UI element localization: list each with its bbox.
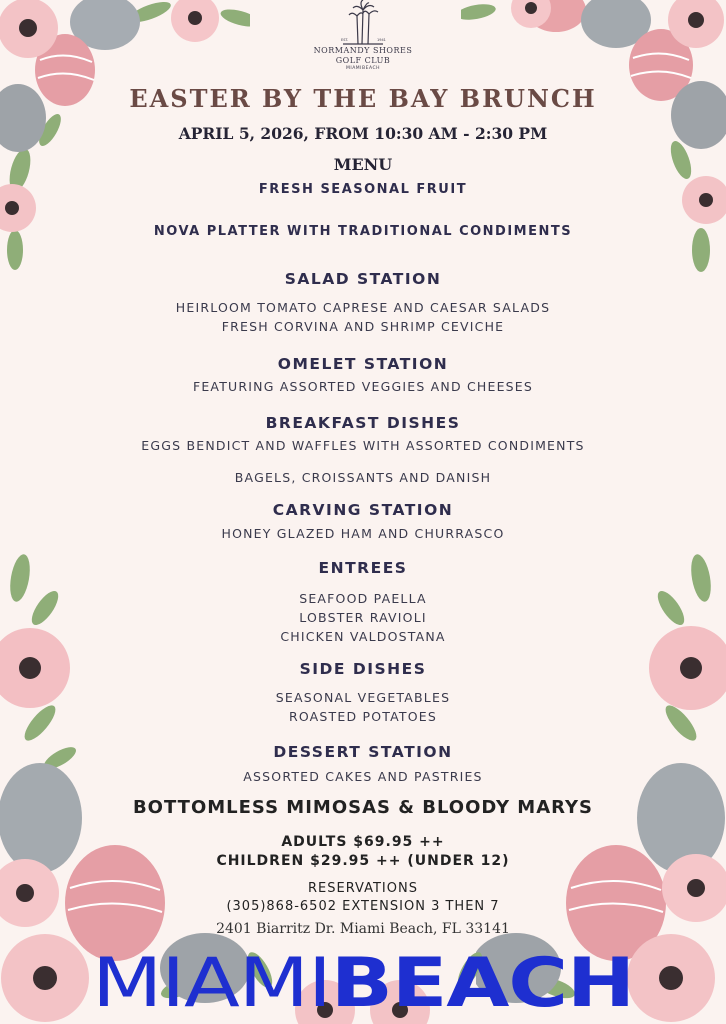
price-adults: ADULTS $69.95 ++	[281, 834, 445, 850]
menu-item-bagels: BAGELS, CROISSANTS AND DANISH	[234, 470, 492, 485]
menu-item-caprese: HEIRLOOM TOMATO CAPRESE AND CAESAR SALADS	[175, 300, 551, 315]
menu-item-ravioli: LOBSTER RAVIOLI	[299, 610, 427, 625]
city-logo-part1: MIAMI	[91, 944, 331, 1023]
menu-item-omelet: FEATURING ASSORTED VEGGIES AND CHEESES	[192, 379, 534, 394]
menu-item-cakes: ASSORTED CAKES AND PASTRIES	[243, 769, 483, 784]
reservations-label: RESERVATIONS	[308, 881, 418, 896]
miami-beach-logo	[0, 944, 726, 1023]
menu-item-vegetables: SEASONAL VEGETABLES	[275, 690, 451, 705]
section-heading-carving: CARVING STATION	[272, 501, 454, 519]
menu-item-potatoes: ROASTED POTATOES	[288, 709, 438, 724]
section-heading-omelet: OMELET STATION	[277, 355, 449, 373]
section-heading-entrees: ENTREES	[318, 559, 408, 577]
reservations-phone: (305)868-6502 EXTENSION 3 THEN 7	[226, 899, 500, 914]
drinks-banner: BOTTOMLESS MIMOSAS & BLOODY MARYS	[132, 797, 594, 818]
svg-text:1941: 1941	[377, 38, 386, 42]
club-name-line2: GOLF CLUB	[335, 56, 391, 65]
menu-item-paella: SEAFOOD PAELLA	[299, 591, 427, 606]
event-title: EASTER BY THE BAY BRUNCH	[129, 84, 597, 113]
menu-label: MENU	[333, 155, 393, 174]
event-date: APRIL 5, 2026, FROM 10:30 AM - 2:30 PM	[178, 124, 548, 143]
menu-item-ham: HONEY GLAZED HAM AND CHURRASCO	[221, 526, 505, 541]
menu-item-fruit: FRESH SEASONAL FRUIT	[258, 182, 468, 197]
palm-tree-icon	[333, 0, 393, 46]
club-logo-subtitle: MIAMIBEACH	[346, 66, 380, 71]
city-logo-part2: BEACH	[330, 944, 635, 1023]
section-heading-dessert: DESSERT STATION	[273, 743, 453, 761]
menu-item-eggs-waffles: EGGS BENDICT AND WAFFLES WITH ASSORTED CONDIMENTS	[141, 438, 585, 453]
venue-address: 2401 Biarritz Dr. Miami Beach, FL 33141	[216, 921, 510, 937]
svg-text:EST.: EST.	[341, 38, 349, 42]
menu-item-chicken: CHICKEN VALDOSTANA	[280, 629, 446, 644]
menu-item-nova-platter: NOVA PLATTER WITH TRADITIONAL CONDIMENTS	[153, 224, 573, 239]
section-heading-sides: SIDE DISHES	[299, 660, 427, 678]
section-heading-breakfast: BREAKFAST DISHES	[265, 414, 461, 432]
section-heading-salad: SALAD STATION	[284, 270, 442, 288]
club-logo	[0, 0, 726, 71]
menu-item-ceviche: FRESH CORVINA AND SHRIMP CEVICHE	[221, 319, 505, 334]
price-children: CHILDREN $29.95 ++ (UNDER 12)	[216, 853, 510, 869]
club-name-line1: NORMANDY SHORES	[313, 46, 413, 55]
